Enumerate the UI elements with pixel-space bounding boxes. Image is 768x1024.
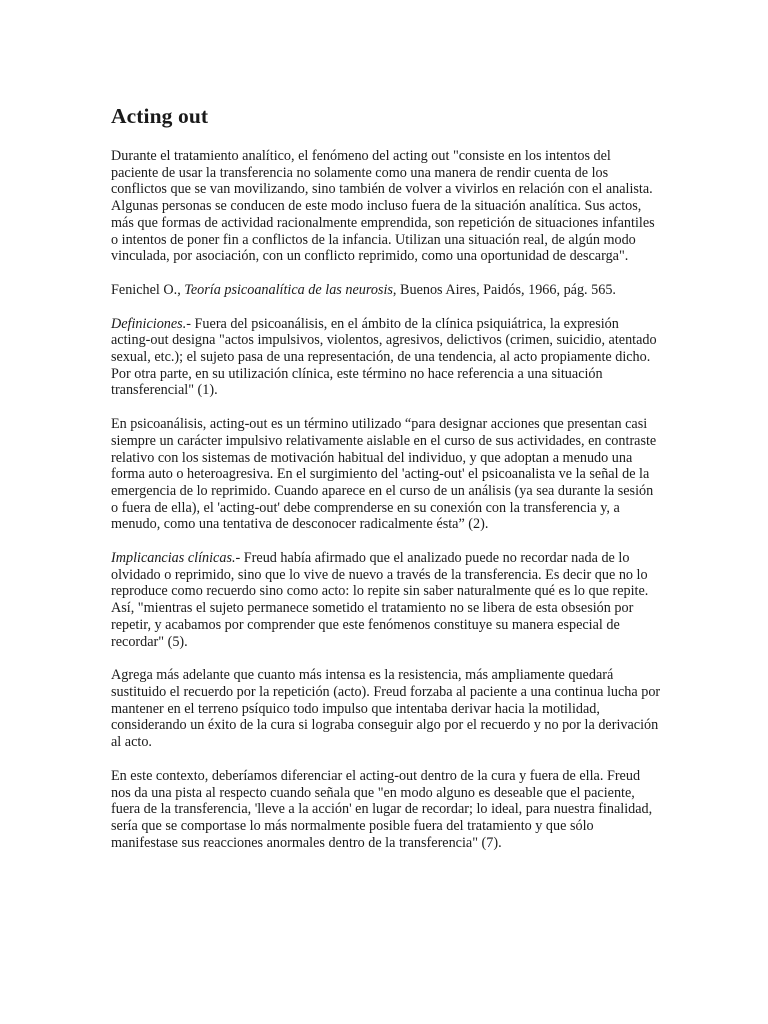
paragraph-text: En este contexto, deberíamos diferenciar el acting-out dentro de la cura y fuera de ella. Freud nos da una pista al respecto cuando señala que "en modo alguno es deseable que el paciente, fuera de la transferencia, 'lleve a la acción' en lugar de recordar; lo ideal, para nuestra finalidad, sería que se comportase lo más normalmente posible fuera del tratamiento y que sólo manifestase sus reacciones anormales dentro de la transferencia" (7). bbox=[111, 767, 653, 851]
paragraph-text: - Fuera del psicoanálisis, en el ámbito de la clínica psiquiátrica, la expresión acting-out designa "actos impulsivos, violentos, agresivos, delictivos (crimen, suicidio, atentado sexual, etc.); el sujeto pasa de una representación, de una tendencia, al acto propiamente dicho. Por otra parte, en su utilización clínica, este término no hace referencia a una situación transferencial" (1). bbox=[111, 315, 657, 399]
paragraph-text: - Freud había afirmado que el analizado puede no recordar nada de lo olvidado o reprimido, sino que lo vive de nuevo a través de la transferencia. Es decir que no lo reproduce como recuerdo sino como acto: lo repite sin saber naturalmente qué es lo que repite. Así, "mientras el sujeto permanece sometido el tratamiento no se libera de esta obsesión por repetir, y acabamos por comprender que este fenómenos constituye su manera especial de recordar" (5). bbox=[111, 550, 649, 650]
paragraph-implicancias bbox=[111, 550, 661, 650]
document-title: Acting out bbox=[111, 104, 209, 128]
citation-author: Fenichel O., bbox=[111, 281, 185, 298]
paragraph-contexto bbox=[111, 768, 661, 852]
paragraph-citation bbox=[111, 282, 661, 299]
citation-book-title: Teoría psicoanalítica de las neurosis bbox=[184, 281, 393, 298]
paragraph-resistencia bbox=[111, 667, 661, 751]
document-page bbox=[111, 103, 661, 868]
paragraph-intro bbox=[111, 148, 661, 265]
paragraph-definiciones bbox=[111, 316, 661, 400]
section-heading-implicancias: Implicancias clínicas. bbox=[111, 550, 236, 567]
citation-publisher: , Buenos Aires, Paidós, 1966, pág. 565. bbox=[392, 281, 616, 298]
paragraph-psicoanalisis bbox=[111, 416, 661, 533]
paragraph-text: Durante el tratamiento analítico, el fenómeno del acting out "consiste en los intentos del paciente de usar la transferencia no solamente como una manera de rendir cuenta de los conflictos que se van movilizando, sino también de volver a vivirlos en relación con el analista. Algunas personas se conducen de este modo incluso fuera de la situación analítica. Sus actos, más que formas de actividad racionalmente emprendida, son repetición de situaciones infantiles o intentos de poner fin a conflictos de la infancia. Utilizan una situación real, de algún modo vinculada, por asociación, con un conflicto reprimido, como una oportunidad de descarga". bbox=[111, 148, 655, 265]
paragraph-text: Agrega más adelante que cuanto más intensa es la resistencia, más ampliamente quedará sustituido el recuerdo por la repetición (acto). Freud forzaba al paciente a una continua lucha por mantener en el terreno psíquico todo impulso que intentaba derivar hacia la motilidad, considerando un éxito de la cura si lograba conseguir algo por el recuerdo y no por la derivación al acto. bbox=[111, 667, 661, 751]
section-heading-definiciones: Definiciones. bbox=[111, 315, 187, 332]
paragraph-text: En psicoanálisis, acting-out es un término utilizado “para designar acciones que presentan casi siempre un carácter impulsivo relativamente aislable en el curso de sus actividades, en contraste relativo con los sistemas de motivación habitual del individuo, y que adoptan a menudo una forma auto o heteroagresiva. En el surgimiento del 'acting-out' el psicoanalista ve la señal de la emergencia de lo reprimido. Cuando aparece en el curso de un análisis (ya sea durante la sesión o fuera de ella), el 'acting-out' debe comprenderse en su conexión con la transferencia y, a menudo, como una tentativa de desconocer radicalmente ésta” (2). bbox=[111, 416, 657, 533]
